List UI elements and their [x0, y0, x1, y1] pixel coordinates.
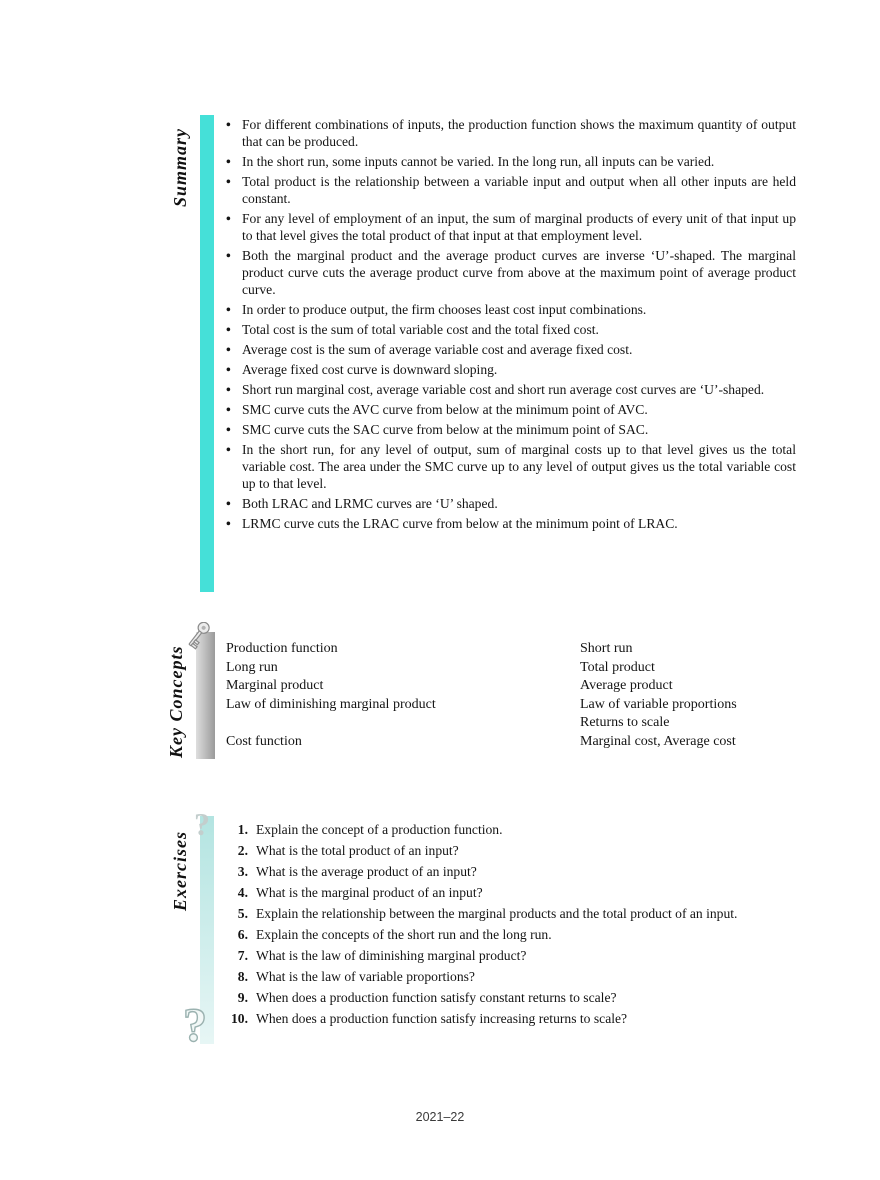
exercise-item [228, 989, 796, 1006]
exercise-number: 2. [237, 843, 248, 858]
summary-bullet-item [226, 247, 796, 298]
bullet-dot-icon: • [226, 302, 231, 317]
summary-bullet-item [226, 173, 796, 207]
summary-bullet-text: In the short run, some inputs cannot be varied. In the long run, all inputs can be varied. [242, 154, 715, 169]
key-concept-term: Total product [580, 659, 655, 675]
summary-bullet-text: Average fixed cost curve is downward sloping. [242, 362, 498, 377]
bullet-dot-icon: • [226, 516, 231, 531]
summary-bullet-text: In the short run, for any level of output, sum of marginal costs up to that level gives us the total variable cost. The area under the SMC curve up to any level of output gives us the total variable cost up to that level. [242, 442, 796, 491]
key-concept-row [226, 677, 798, 696]
exercise-number: 7. [237, 948, 248, 963]
summary-bullet-text: SMC curve cuts the SAC curve from below at the minimum point of SAC. [242, 422, 649, 437]
summary-bullet-item [226, 321, 796, 338]
summary-bullet-item [226, 441, 796, 492]
exercise-question-text: What is the law of variable proportions? [256, 969, 475, 984]
exercise-item [228, 842, 796, 859]
summary-bullet-list [226, 116, 796, 535]
exercise-question-text: Explain the concepts of the short run and the long run. [256, 927, 552, 942]
exercise-question-text: What is the average product of an input? [256, 864, 477, 879]
summary-bullet-text: LRMC curve cuts the LRAC curve from below at the minimum point of LRAC. [242, 516, 678, 531]
exercise-number: 1. [237, 822, 248, 837]
exercise-item [228, 905, 796, 922]
exercise-number: 10. [231, 1011, 248, 1026]
key-concept-term: Marginal cost, Average cost [580, 733, 736, 749]
summary-bullet-item [226, 421, 796, 438]
exercise-question-text: Explain the relationship between the marginal products and the total product of an input. [256, 906, 738, 921]
key-concept-term: Short run [580, 641, 633, 656]
question-mark-icon: ? [194, 806, 210, 842]
summary-section-label: Summary [170, 127, 190, 207]
summary-bullet-item [226, 381, 796, 398]
exercise-question-text: What is the law of diminishing marginal product? [256, 948, 527, 963]
exercise-item [228, 947, 796, 964]
key-icon [186, 622, 220, 663]
summary-bullet-text: SMC curve cuts the AVC curve from below at the minimum point of AVC. [242, 402, 648, 417]
summary-bullet-item [226, 341, 796, 358]
summary-bullet-text: Average cost is the sum of average variable cost and average fixed cost. [242, 342, 633, 357]
key-concept-row [226, 659, 798, 678]
summary-bullet-item [226, 116, 796, 150]
summary-bullet-text: For different combinations of inputs, the production function shows the maximum quantity of output that can be produced. [242, 117, 796, 149]
summary-bullet-text: In order to produce output, the firm chooses least cost input combinations. [242, 302, 647, 317]
bullet-dot-icon: • [226, 362, 231, 377]
key-concept-term: Law of diminishing marginal product [226, 696, 436, 712]
bullet-dot-icon: • [226, 342, 231, 357]
exercise-question-text: What is the marginal product of an input? [256, 885, 483, 900]
exercise-question-text: What is the total product of an input? [256, 843, 459, 858]
key-concepts-section-label: Key Concepts [166, 645, 186, 758]
summary-bullet-text: For any level of employment of an input, the sum of marginal products of every unit of that input up to that level gives the total product of that input at that employment level. [242, 211, 796, 243]
key-concept-term: Average product [580, 678, 673, 693]
exercise-item [228, 884, 796, 901]
page-footer-marker: 2021–22 [415, 1110, 465, 1124]
bullet-dot-icon: • [226, 422, 231, 437]
exercise-number: 3. [237, 864, 248, 879]
summary-bullet-item [226, 210, 796, 244]
bullet-dot-icon: • [226, 382, 231, 397]
exercise-number: 5. [237, 906, 248, 921]
key-concept-term: Returns to scale [580, 715, 670, 730]
exercise-number: 6. [237, 927, 248, 942]
exercise-question-text: When does a production function satisfy constant returns to scale? [256, 990, 617, 1005]
summary-bullet-text: Both the marginal product and the average product curves are inverse ‘U’-shaped. The marginal product curve cuts the average product curve from above at the maximum point of average product curve. [242, 248, 796, 297]
bullet-dot-icon: • [226, 117, 231, 132]
exercise-number: 9. [237, 990, 248, 1005]
exercise-question-text: Explain the concept of a production function. [256, 822, 503, 837]
question-mark-icon: ? [183, 999, 207, 1052]
exercises-section-label: Exercises [170, 831, 190, 911]
summary-bullet-text: Short run marginal cost, average variable cost and short run average cost curves are ‘U’-shaped. [242, 382, 765, 397]
summary-bullet-text: Both LRAC and LRMC curves are ‘U’ shaped. [242, 496, 498, 511]
exercise-item [228, 926, 796, 943]
key-concept-row [226, 733, 798, 752]
summary-bullet-item [226, 301, 796, 318]
exercise-number: 8. [237, 969, 248, 984]
key-concepts-grid [226, 640, 798, 751]
summary-bullet-text: Total cost is the sum of total variable cost and the total fixed cost. [242, 322, 599, 337]
bullet-dot-icon: • [226, 402, 231, 417]
summary-bullet-item [226, 153, 796, 170]
bullet-dot-icon: • [226, 174, 231, 189]
key-concept-term [226, 714, 580, 733]
exercise-item [228, 821, 796, 838]
bullet-dot-icon: • [226, 154, 231, 169]
key-concept-term: Marginal product [226, 678, 324, 693]
exercise-number: 4. [237, 885, 248, 900]
key-concept-term: Cost function [226, 733, 302, 749]
bullet-dot-icon: • [226, 248, 231, 263]
key-concept-row [226, 714, 798, 733]
key-concept-term: Law of variable proportions [580, 696, 737, 712]
summary-bullet-item [226, 495, 796, 512]
summary-accent-bar [200, 115, 214, 592]
bullet-dot-icon: • [226, 442, 231, 457]
bullet-dot-icon: • [226, 211, 231, 226]
exercise-item [228, 1010, 796, 1027]
key-concept-term: Long run [226, 659, 278, 675]
exercises-question-list [228, 821, 796, 1031]
bullet-dot-icon: • [226, 496, 231, 511]
key-concept-term: Production function [226, 641, 338, 656]
exercise-item [228, 968, 796, 985]
exercise-question-text: When does a production function satisfy increasing returns to scale? [256, 1011, 628, 1026]
summary-bullet-item [226, 401, 796, 418]
bullet-dot-icon: • [226, 322, 231, 337]
key-concept-row [226, 696, 798, 715]
summary-bullet-text: Total product is the relationship between a variable input and output when all other inputs are held constant. [242, 174, 796, 206]
summary-bullet-item [226, 515, 796, 532]
key-concept-row [226, 640, 798, 659]
summary-bullet-item [226, 361, 796, 378]
exercise-item [228, 863, 796, 880]
